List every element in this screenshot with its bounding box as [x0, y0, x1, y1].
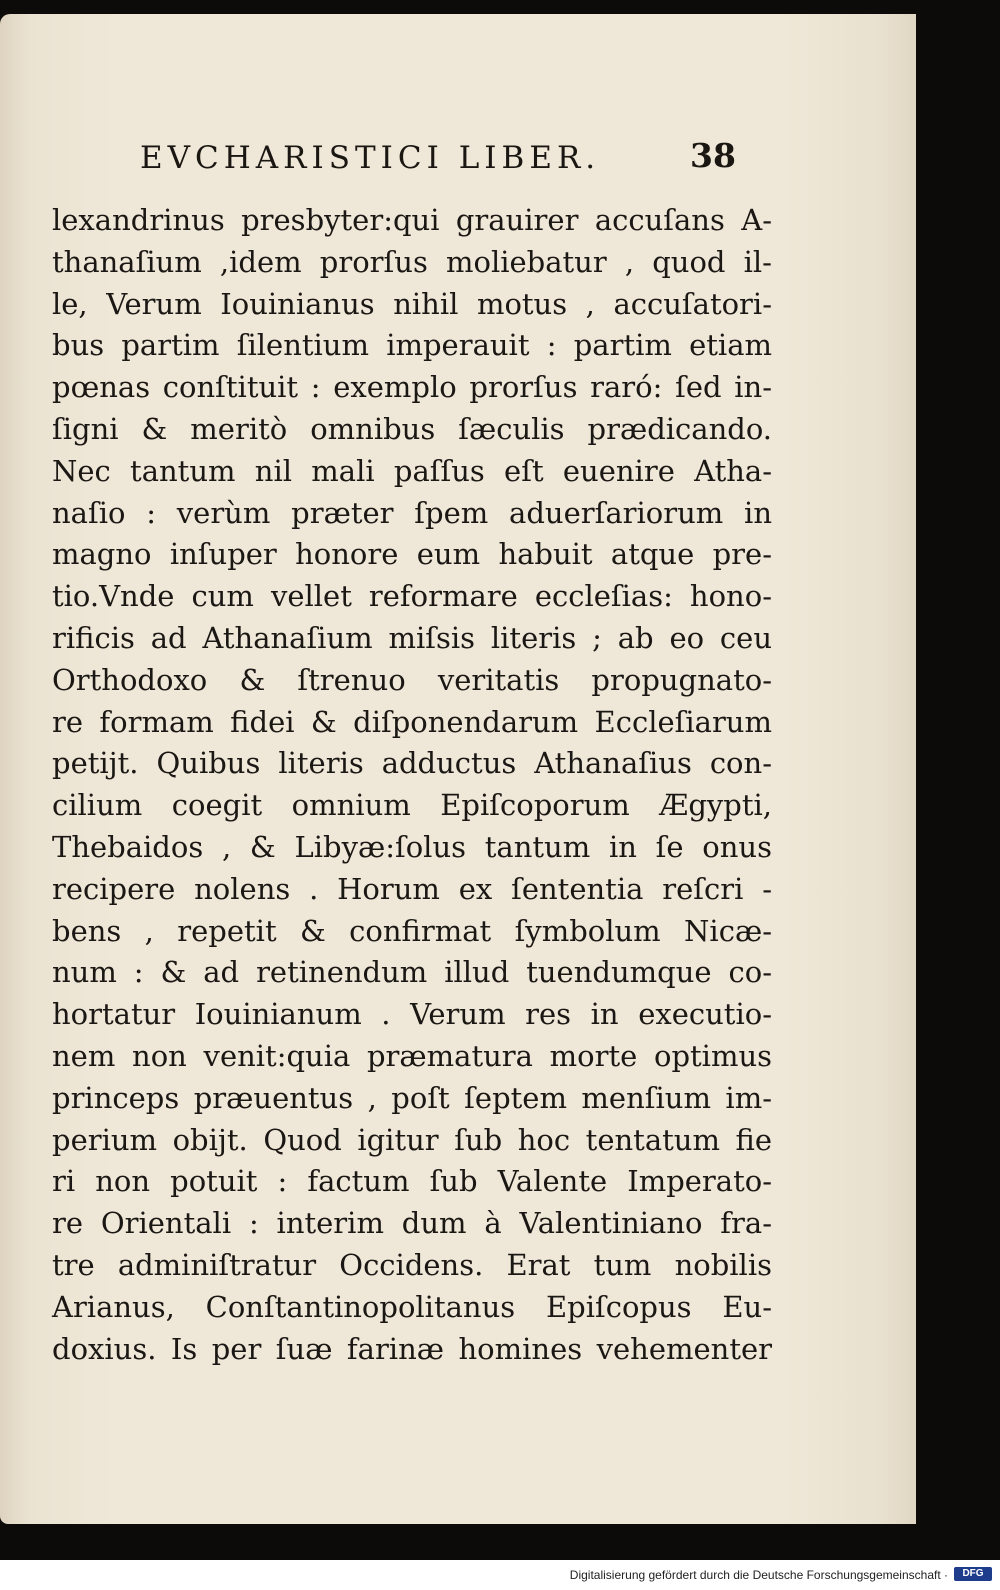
book-page — [0, 14, 916, 1524]
text-line: lexandrinus presbyter:qui grauirer accuſans A- — [52, 203, 772, 237]
text-line: cilium coegit omnium Epiſcoporum Ægypti, — [52, 788, 772, 823]
text-line: princeps præuentus , poſt ſeptem menſium im- — [52, 1080, 772, 1115]
text-line: bens , repetit & confirmat ſymbolum Nicæ- — [52, 913, 772, 948]
text-line: num : & ad retinendum illud tuendumque co- — [52, 955, 772, 990]
text-line: re formam fidei & diſponendarum Eccleſiarum — [52, 704, 772, 739]
text-line: naſio : verùm præter ſpem aduerſariorum in — [52, 495, 772, 530]
text-line: petijt. Quibus literis adductus Athanaſius con- — [52, 746, 772, 781]
text-line: bus partim ſilentium imperauit : partim etiam — [52, 328, 772, 363]
text-line: recipere nolens . Horum ex ſententia reſcri - — [52, 871, 772, 906]
footer-bar — [0, 1560, 1000, 1590]
text-line: tio.Vnde cum vellet reformare eccleſias: hono- — [52, 579, 772, 614]
text-line: re Orientali : interim dum à Valentiniano fra- — [52, 1206, 772, 1241]
text-line: ſigni & meritò omnibus ſæculis prædicando. — [52, 411, 772, 446]
text-line: hortatur Iouinianum . Verum res in executio- — [52, 997, 772, 1032]
text-line: Arianus, Conſtantinopolitanus Epiſcopus Eu- — [52, 1289, 772, 1324]
text-block — [52, 200, 772, 1370]
running-head — [0, 132, 916, 192]
text-line: Nec tantum nil mali paſſus eſt euenire Atha- — [52, 453, 772, 488]
running-title: EVCHARISTICI LIBER. — [140, 140, 601, 176]
text-line: rificis ad Athanaſium miſsis literis ; ab eo ceu — [52, 620, 772, 655]
dfg-logo: DFG — [954, 1567, 992, 1581]
text-line: nem non venit:quia præmatura morte optimus — [52, 1038, 772, 1073]
text-line: pœnas conſtituit : exemplo prorſus raró: ſed in- — [52, 370, 772, 405]
text-line: doxius. Is per ſuæ farinæ homines vehementer — [52, 1331, 772, 1366]
text-line: magno inſuper honore eum habuit atque pre- — [52, 537, 772, 572]
page-number: 38 — [690, 136, 736, 175]
text-line: Orthodoxo & ſtrenuo veritatis propugnato- — [52, 662, 772, 697]
text-line: Thebaidos , & Libyæ:ſolus tantum in ſe onus — [52, 829, 772, 864]
text-line: perium obijt. Quod igitur ſub hoc tentatum fie — [52, 1122, 772, 1157]
digitization-credit: Digitalisierung gefördert durch die Deutsche Forschungsgemeinschaft · — [569, 1568, 948, 1582]
text-line: ri non potuit : factum ſub Valente Imperato- — [52, 1164, 772, 1199]
text-line: thanaſium ,idem prorſus moliebatur , quod il- — [52, 244, 772, 279]
text-line: tre adminiſtratur Occidens. Erat tum nobilis — [52, 1247, 772, 1282]
text-line: le, Verum Iouinianus nihil motus , accuſatori- — [52, 286, 772, 321]
